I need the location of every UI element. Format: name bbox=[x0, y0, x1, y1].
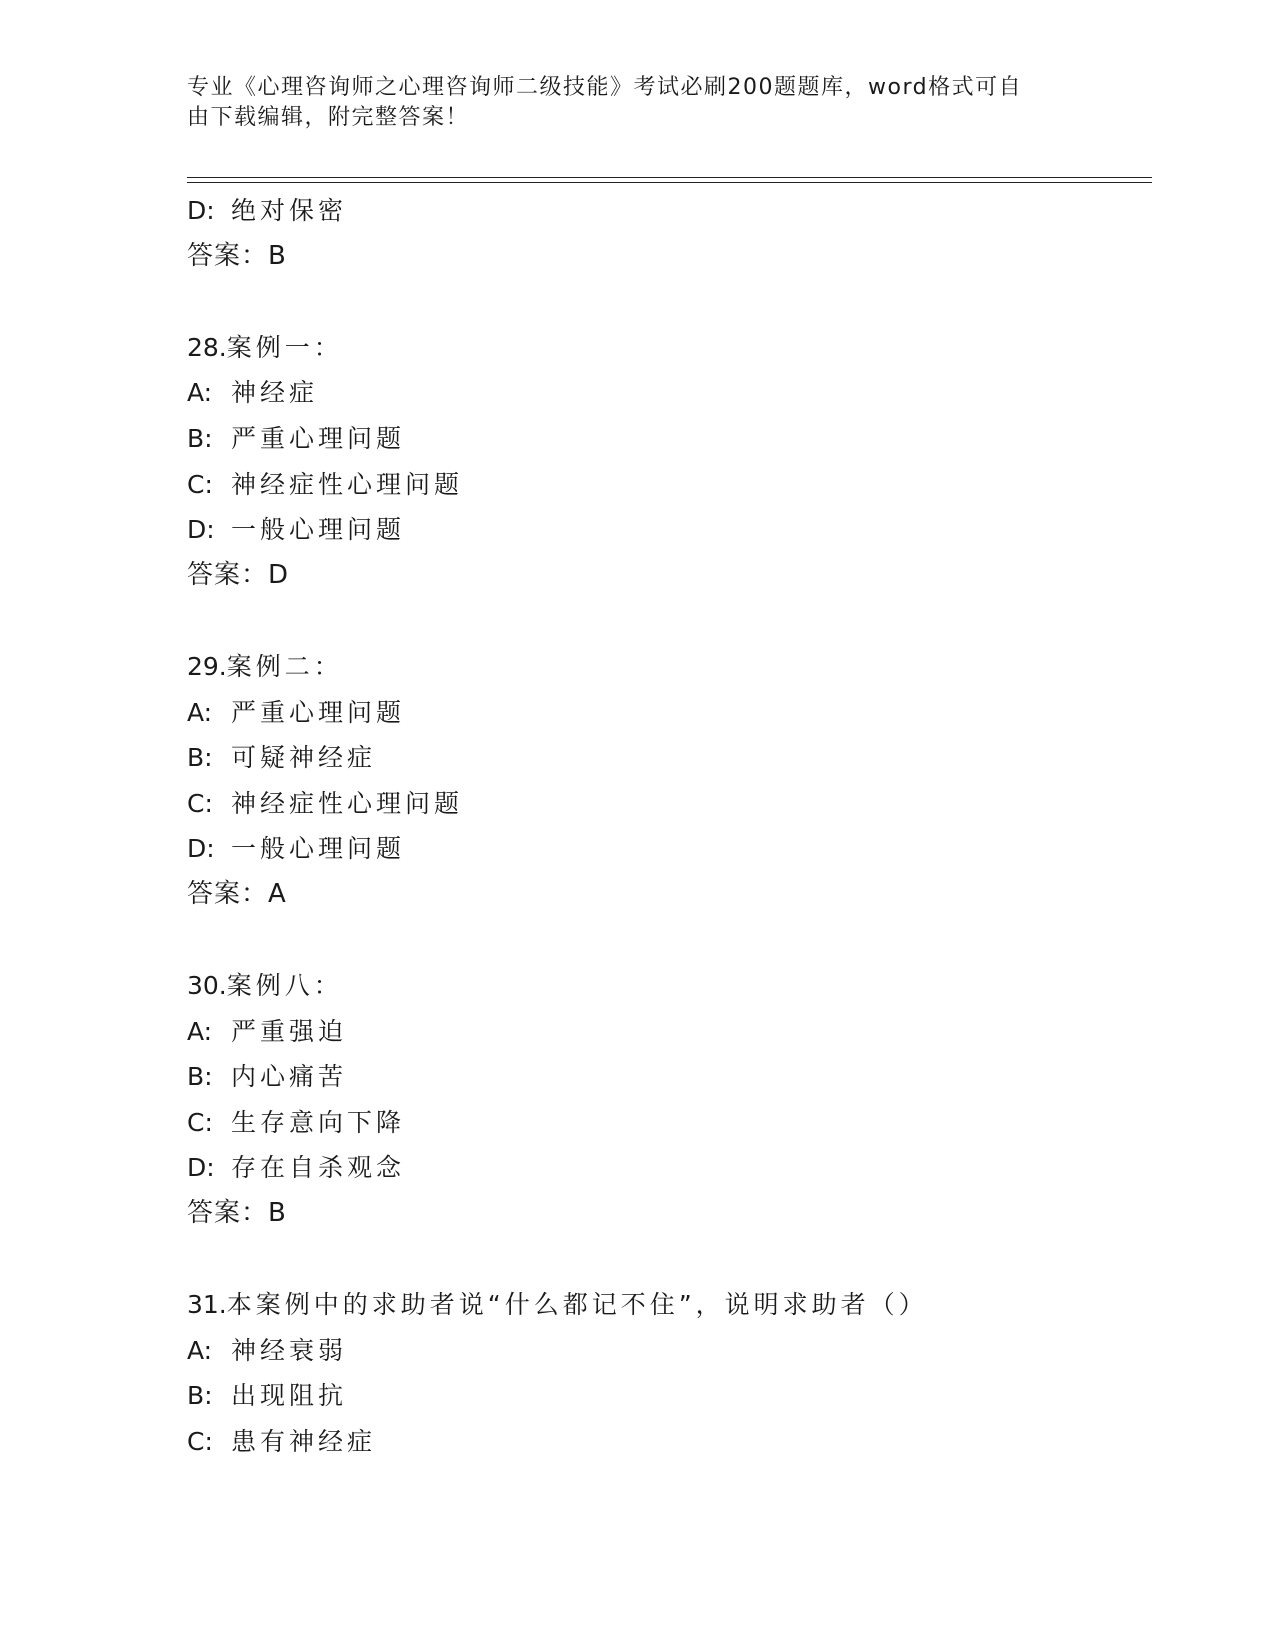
option-letter: B: bbox=[187, 1062, 213, 1092]
option-letter: C: bbox=[187, 1427, 213, 1457]
option-text: 绝对保密 bbox=[231, 196, 348, 225]
option-text: 一般心理问题 bbox=[231, 515, 406, 545]
option-b bbox=[187, 735, 1147, 781]
question-text: 本案例中的求助者说“什么都记不住”，说明求助者（） bbox=[226, 1290, 928, 1320]
option-letter: B: bbox=[187, 743, 213, 773]
option-text: 患有神经症 bbox=[231, 1427, 377, 1457]
option-letter: C: bbox=[187, 788, 213, 818]
option-letter: D: bbox=[187, 196, 215, 225]
question-stem bbox=[187, 325, 1147, 371]
option-d bbox=[187, 1145, 1147, 1191]
question-stem bbox=[187, 644, 1147, 690]
question-text: 案例一： bbox=[226, 332, 343, 362]
option-c bbox=[187, 781, 1147, 827]
question-number: 30. bbox=[187, 971, 227, 1001]
option-b bbox=[187, 1054, 1147, 1100]
spacer bbox=[187, 918, 1147, 964]
option-letter: B: bbox=[187, 423, 213, 453]
option-text: 内心痛苦 bbox=[231, 1062, 348, 1092]
question-number: 29. bbox=[187, 651, 227, 681]
option-text: 生存意向下降 bbox=[231, 1107, 406, 1137]
option-b bbox=[187, 1373, 1147, 1419]
option-letter: A: bbox=[187, 697, 213, 727]
option-letter: A: bbox=[187, 378, 213, 408]
option-a bbox=[187, 370, 1147, 416]
option-text: 神经衰弱 bbox=[231, 1335, 348, 1365]
question-stem bbox=[187, 963, 1147, 1009]
option-text: 一般心理问题 bbox=[231, 834, 406, 864]
question-text: 案例二： bbox=[226, 651, 343, 681]
option-text: 神经症 bbox=[231, 378, 319, 408]
option-a bbox=[187, 1328, 1147, 1374]
option-b bbox=[187, 416, 1147, 462]
option-letter: B: bbox=[187, 1381, 213, 1411]
question-text: 案例八： bbox=[226, 971, 343, 1001]
option-text: 出现阻抗 bbox=[231, 1381, 348, 1411]
header-divider-bottom bbox=[187, 182, 1152, 183]
answer-line: 答案：A bbox=[187, 878, 287, 909]
option-d bbox=[187, 507, 1147, 553]
option-text: 可疑神经症 bbox=[231, 743, 377, 773]
option-text: 严重心理问题 bbox=[231, 697, 406, 727]
option-text: 存在自杀观念 bbox=[231, 1153, 406, 1183]
option-letter: A: bbox=[187, 1016, 213, 1046]
answer-line: 答案：D bbox=[187, 559, 290, 590]
option-a bbox=[187, 1009, 1147, 1055]
option-c bbox=[187, 1419, 1147, 1465]
option-text: 严重强迫 bbox=[231, 1016, 348, 1046]
option-letter: C: bbox=[187, 1107, 213, 1137]
question-stem bbox=[187, 1282, 1147, 1328]
option-d bbox=[187, 826, 1147, 872]
option-letter: C: bbox=[187, 469, 213, 499]
option-text: 神经症性心理问题 bbox=[231, 788, 464, 818]
option-a bbox=[187, 690, 1147, 736]
header-divider-top bbox=[187, 177, 1152, 178]
option-letter: A: bbox=[187, 1335, 213, 1365]
option-d bbox=[187, 188, 1147, 234]
option-text: 神经症性心理问题 bbox=[231, 469, 464, 499]
page-header bbox=[187, 73, 1067, 133]
option-text: 严重心理问题 bbox=[231, 423, 406, 453]
question-number: 31. bbox=[187, 1290, 227, 1320]
header-title-line-1: 专业《心理咨询师之心理咨询师二级技能》考试必刷200题题库，word格式可自 bbox=[187, 75, 1023, 100]
spacer bbox=[187, 1237, 1147, 1283]
option-letter: D: bbox=[187, 1153, 215, 1183]
answer-line: 答案：B bbox=[187, 1198, 287, 1229]
option-letter: D: bbox=[187, 515, 215, 545]
question-list bbox=[187, 188, 1147, 1465]
option-c bbox=[187, 1100, 1147, 1146]
option-letter: D: bbox=[187, 834, 215, 864]
spacer bbox=[187, 279, 1147, 325]
header-title-line-2: 由下载编辑，附完整答案！ bbox=[187, 105, 470, 130]
question-number: 28. bbox=[187, 332, 227, 362]
option-c bbox=[187, 462, 1147, 508]
answer-line: 答案：B bbox=[187, 240, 287, 271]
spacer bbox=[187, 598, 1147, 644]
